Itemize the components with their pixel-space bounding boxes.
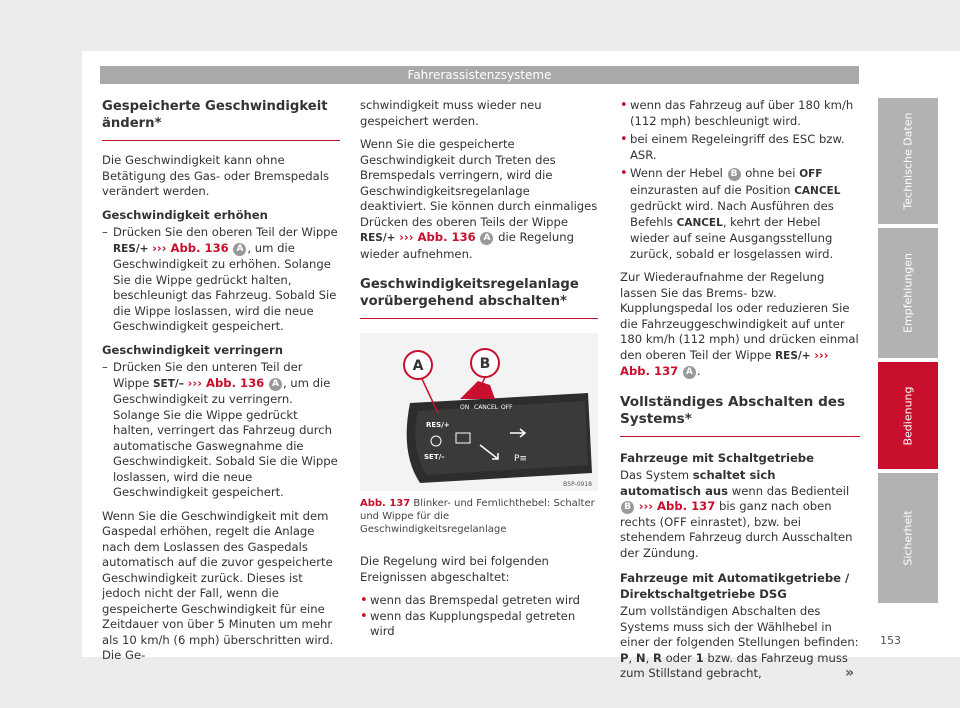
subheading-automatic: Fahrzeuge mit Automatikgetriebe / Direktschaltgetriebe DSG [620,571,850,601]
set-button-label: SET/– [152,377,184,390]
continued-paragraph: schwindigkeit muss wieder neu gespeichert werden. [360,98,542,128]
figure-code: B5P-0918 [563,481,592,488]
label-cancel: CANCEL [474,404,499,411]
instruction-decrease: – Drücken Sie den unteren Teil der Wippe SET/– ››› Abb. 136 A , um die Geschwindigkeit zu verringern. Solange Sie die Wippe gedrückt halten, verringert das Fahrzeug durch automatische Gaswegnahme die Geschwindigkeit. Sobald Sie die Wippe loslassen, wird die neue Geschwindigkeit gespeichert. [102,360,338,499]
figure-ref-link[interactable]: ››› Abb. 136 [399,230,476,244]
column-3 [620,98,860,690]
callout-a-icon: A [269,378,282,391]
label-res: RES/+ [426,421,450,429]
section-heading: Geschwindigkeitsregelanlage vorübergehend abschalten* [360,276,598,319]
column-1 [102,98,340,672]
tab-sicherheit[interactable]: Sicherheit [878,473,938,603]
resume-paragraph: Zur Wiederaufnahme der Regelung lassen Sie das Brems- bzw. Kupplungspedal los oder reduzieren Sie die Fahrzeuggeschwindigkeit auf unter 180 km/h (112 mph) und drücken einmal den oberen Teil der Wippe RES/+ ››› Abb. 137 A . [620,270,859,378]
figure-ref-link[interactable]: ››› Abb. 136 [152,240,229,255]
brake-paragraph: Wenn Sie die gespeicherte Geschwindigkeit durch Treten des Bremspedals verringern, wird die Geschwindigkeitsregelanlage deaktiviert. Sie können durch einmaliges Drücken des oberen Teils der Wippe RES/+ ››› Abb. 136 A die Regelung wieder aufnehmen. [360,137,598,261]
callout-a-icon: A [480,232,493,245]
figure-caption: Abb. 137 Blinker- und Fernlichthebel: Schalter und Wippe für die Geschwindigkeitsregelanlage [360,498,595,535]
lever-drawing [360,333,598,491]
label-a: A [412,358,424,374]
column-2 [360,98,598,640]
events-intro: Die Regelung wird bei folgenden Ereignissen abgeschaltet: [360,554,549,584]
instruction-increase: – Drücken Sie den oberen Teil der Wippe RES/+ ››› Abb. 136 A , um die Geschwindigkeit zu erhöhen. Solange Sie die Wippe gedrückt halten, beschleunigt das Fahrzeug. Sobald Sie die Wippe loslassen, wird die neue Geschwindigkeit gespeichert. [102,225,338,333]
subheading-decrease: Geschwindigkeit verringern [102,342,283,357]
list-item: • wenn das Bremspedal getreten wird [360,593,581,608]
figure-ref-link[interactable]: ››› Abb. 136 [187,375,265,390]
manual-paragraph: Das System schaltet sich automatisch aus wenn das Bedienteil B ››› Abb. 137 bis ganz nach oben rechts (OFF einrastet), bzw. bei stehendem Fahrzeug durch Ausschalten der Zündung. [620,468,853,560]
svg-text:P≡: P≡ [514,454,527,464]
automatic-paragraph: Zum vollständigen Abschalten des Systems muss sich der Wählhebel in einer der folgenden Stellungen befinden: P, N, R oder 1 bzw. das Fahrzeug muss zum Stillstand gebracht, » [620,604,859,681]
chapter-header: Fahrerassistenzsysteme [100,66,859,84]
figure-lever-illustration [360,333,598,491]
list-item: • wenn das Kupplungspedal getreten wird [360,608,576,638]
speed-paragraph: Wenn Sie die Geschwindigkeit mit dem Gaspedal erhöhen, regelt die Anlage nach dem Loslassen des Gaspedals automatisch auf die zuvor gespeicherte Geschwindigkeit zurück. Dieses ist jedoch nicht der Fall, wenn die gespeicherte Geschwindigkeit für eine Zeitdauer von über 5 Minuten um mehr als 10 km/h (6 mph) überschritten wird. Die Ge- [102,508,334,662]
figure-ref-link[interactable]: ››› Abb. 137 [638,499,716,513]
tab-technische-daten[interactable]: Technische Daten [878,98,938,224]
subheading-increase: Geschwindigkeit erhöhen [102,207,268,222]
list-item: • bei einem Regeleingriff des ESC bzw. ASR. [620,132,845,162]
callout-a-icon: A [683,366,696,379]
figure-ref-link[interactable]: ››› Abb. 137 [620,347,829,378]
res-button-label: RES/+ [113,242,149,255]
tab-bedienung[interactable]: Bedienung [878,362,938,469]
label-b: B [479,356,491,372]
section-heading: Gespeicherte Geschwindigkeit ändern* [102,98,340,141]
label-on: ON [460,404,470,411]
tab-empfehlungen[interactable]: Empfehlungen [878,228,938,358]
list-item: • wenn das Fahrzeug auf über 180 km/h (112 mph) beschleunigt wird. [620,98,854,128]
callout-b-icon: B [728,168,741,181]
callout-a-icon: A [233,243,246,256]
continue-icon: » [844,665,854,681]
label-set: SET/– [424,453,445,461]
label-off: OFF [501,404,513,411]
list-item: • Wenn der Hebel B ohne bei OFF einzurasten auf die Position CANCEL gedrückt wird. Nach Ausführen des Befehls CANCEL, kehrt der Hebel wieder auf seine Ausgangsstellung zurück, sobald er losgelassen wird. [620,166,841,261]
section-heading: Vollständiges Abschalten des Systems* [620,394,860,437]
intro-paragraph: Die Geschwindigkeit kann ohne Betätigung des Gas- oder Bremspedals verändert werden. [102,153,330,198]
subheading-manual: Fahrzeuge mit Schaltgetriebe [620,450,814,465]
callout-b-icon: B [621,501,634,514]
page-number: 153 [880,634,901,647]
